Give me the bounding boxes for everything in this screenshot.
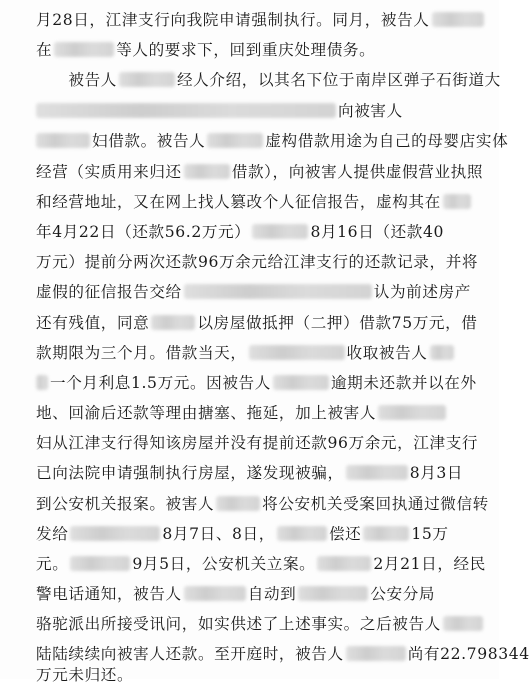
text-line <box>36 644 530 664</box>
text-segment: 自动到 <box>247 585 297 603</box>
text-segment: 尚有22.798344 <box>407 645 530 663</box>
redacted-name <box>443 616 483 631</box>
redacted-name <box>216 496 260 511</box>
text-segment: 偿还 <box>328 525 362 543</box>
text-segment: 万元）提前分两次还款96万余元给江津支行的还款记录，并将 <box>36 253 479 271</box>
redacted-name <box>70 526 160 541</box>
redacted-location <box>298 586 368 601</box>
text-line <box>36 554 486 574</box>
redacted-date <box>70 556 130 571</box>
text-line <box>36 373 477 393</box>
text-line <box>36 192 473 212</box>
text-line <box>36 524 449 544</box>
text-segment: 向被害人 <box>338 102 403 120</box>
text-line <box>36 614 485 634</box>
text-segment: 虚假的征信报告交给 <box>36 283 182 301</box>
text-segment: 认为前述房产 <box>373 283 471 301</box>
text-segment: 将公安机关受案回执通过微信转 <box>262 495 489 513</box>
text-line <box>36 252 478 272</box>
text-line <box>36 101 403 121</box>
text-segment: 8月16日（还款40 <box>310 223 445 241</box>
text-segment: 妇从江津支行得知该房屋并没有提前还款96万余元，江津支行 <box>36 434 479 452</box>
redacted-name <box>346 646 406 661</box>
text-line <box>36 494 489 514</box>
text-segment: 经人介绍，以其名下位于南岸区弹子石街道大 <box>176 71 501 89</box>
text-segment: 还有残值，同意 <box>36 314 150 332</box>
text-line <box>36 343 456 363</box>
text-line <box>36 222 444 242</box>
text-line <box>36 131 508 151</box>
redacted-name <box>184 284 372 299</box>
text-segment: 等人的要求下，回到重庆处理债务。 <box>116 41 376 59</box>
text-line <box>36 403 448 423</box>
redacted-name <box>36 133 90 148</box>
text-segment: 警电话通知，被告人 <box>36 585 182 603</box>
text-line <box>36 463 463 483</box>
redacted-name <box>378 405 446 420</box>
text-line <box>36 70 501 90</box>
text-segment: 被告人 <box>36 71 117 89</box>
redacted-name <box>184 586 246 601</box>
redacted-name <box>430 345 454 360</box>
text-segment: 地、回渝后还款等理由搪塞、拖延，加上被害人 <box>36 404 377 422</box>
text-segment: 元。 <box>36 555 69 573</box>
text-segment: 收取被告人 <box>346 344 428 362</box>
text-segment: 一个月利息1.5万元。因被告人 <box>50 374 271 392</box>
redacted-name <box>277 526 327 541</box>
redacted-name <box>249 345 345 360</box>
redacted-name <box>119 72 175 87</box>
redacted-name <box>207 133 263 148</box>
redacted-name <box>151 315 195 330</box>
redacted-name <box>54 42 114 57</box>
text-segment: 款期限为三个月。借款当天， <box>36 344 247 362</box>
text-segment: 经营（实质用来归还 <box>36 163 182 181</box>
text-segment: 2月21日，经民 <box>373 555 486 573</box>
redacted-date <box>443 194 471 209</box>
text-segment: 已向法院申请强制执行房屋，遂发现被骗， <box>36 464 344 482</box>
text-segment: 妇借款。被告人 <box>92 132 206 150</box>
text-segment: 借款），向被害人提供虚假营业执照 <box>231 163 484 181</box>
redacted-date <box>317 556 371 571</box>
text-line <box>36 666 134 684</box>
text-line <box>36 10 486 30</box>
redacted-name <box>184 164 230 179</box>
redacted-date <box>346 465 408 480</box>
text-line <box>36 162 483 182</box>
text-segment: 以房屋做抵押（二押）借款75万元，借 <box>197 314 478 332</box>
redacted-amount <box>363 526 409 541</box>
text-line <box>36 433 478 453</box>
text-segment: 公安分局 <box>370 585 436 603</box>
text-segment: 万元未归还。 <box>36 666 134 684</box>
text-segment: 8月7日、8日， <box>162 525 275 543</box>
text-line <box>36 313 478 333</box>
text-segment: 15万 <box>411 525 449 543</box>
text-segment: 月28日，江津支行向我院申请强制执行。同月，被告人 <box>36 11 430 29</box>
redacted-name <box>273 375 329 390</box>
text-segment: 逾期未还款并以在外 <box>330 374 477 392</box>
text-segment: 8月3日 <box>409 464 464 482</box>
text-segment: 到公安机关报案。被害人 <box>36 495 215 513</box>
text-segment: 9月5日，公安机关立案。 <box>132 555 316 573</box>
text-segment: 年4月22日（还款56.2万元） <box>36 223 251 241</box>
redacted-name <box>432 12 484 27</box>
text-segment: 在 <box>36 41 53 59</box>
redacted-date <box>252 224 308 239</box>
text-segment: 骆驼派出所接受讯问，如实供述了上述事实。之后被告人 <box>36 615 441 633</box>
text-line <box>36 282 471 302</box>
text-line <box>36 40 375 60</box>
text-line <box>36 584 435 604</box>
text-segment: 虚构借款用途为自己的母婴店实体 <box>265 132 509 150</box>
text-segment: 陆陆续续向被害人还款。至开庭时，被告人 <box>36 645 344 663</box>
redacted-name <box>36 375 48 390</box>
text-segment: 发给 <box>36 525 69 543</box>
redacted-address <box>36 103 336 118</box>
text-segment: 和经营地址，又在网上找人篡改个人征信报告，虚构其在 <box>36 193 441 211</box>
